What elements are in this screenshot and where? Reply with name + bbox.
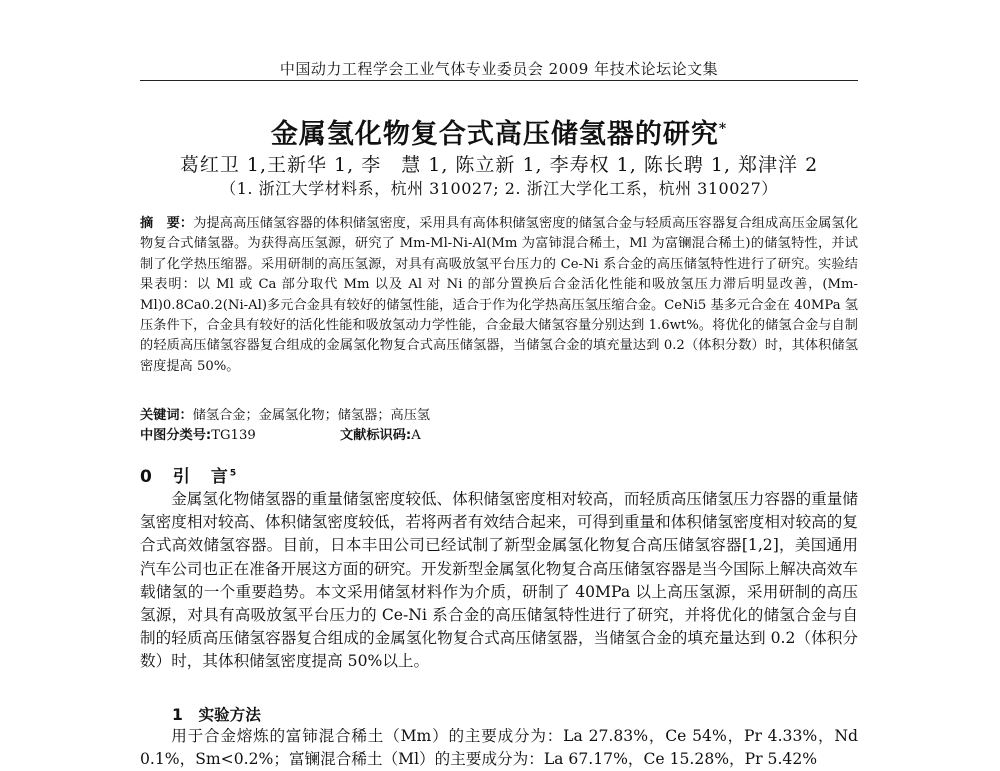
author-list: 葛红卫 1,王新华 1, 李 慧 1, 陈立新 1, 李寿权 1, 陈长聘 1, 郑津洋 2: [179, 154, 819, 176]
header-rule: [140, 80, 858, 81]
section-heading-methods: 1 实验方法: [172, 706, 261, 724]
introduction-paragraph: 金属氢化物储氢器的重量储氢密度较低、体积储氢密度相对较高，而轻质高压储氢压力容器的重量储氢密度相对较高、体积储氢密度较低，若将两者有效结合起来，可得到重量和体积储氢密度相对较高的复合式高效储氢容器。目前，日本丰田公司已经试制了新型金属氢化物复合高压储氢容器[1,2]，美国通用汽车公司也正在准备开展这方面的研究。开发新型金属氢化物复合高压储氢容器是当今国际上解决高效车载储氢的一个重要趋势。本文采用储氢材料作为介质，研制了 40MPa 以上高压氢源，采用研制的高压氢源，对具有高吸放氢平台压力的 Ce-Ni 系合金的高压储氢特性进行了研究，并将优化的储氢合金与自制的轻质高压储氢容器复合组成的金属氢化物复合式高压储氢器，当储氢合金的填充量达到 0.2（体积分数）时，其体积储氢密度提高 50%以上。: [140, 490, 858, 671]
document-code-label: 文献标识码:: [340, 428, 412, 443]
affiliations: （1. 浙江大学材料系，杭州 310027; 2. 浙江大学化工系，杭州 310027）: [220, 179, 778, 198]
paper-title: [140, 112, 858, 151]
keywords: [140, 404, 858, 423]
title-footnote-mark: *: [718, 121, 728, 137]
section-heading-introduction: [140, 462, 238, 487]
classification-line: [140, 424, 858, 443]
clc-value: TG139: [211, 428, 256, 443]
methods-body: [140, 725, 858, 771]
introduction-body: [140, 488, 858, 674]
section-0-title: 0 引 言: [140, 467, 230, 487]
abstract-label: 摘 要：: [140, 216, 194, 231]
abstract-text: 为提高高压储氢容器的体积储氢密度，采用具有高体积储氢密度的储氢合金与轻质高压容器复合组成高压金属氢化物复合式储氢器。为获得高压氢源，研究了 Mm-Ml-Ni-Al(Mm 为富铈混合稀土，Ml 为富镧混合稀土)的储氢特性，并试制了化学热压缩器。采用研制的高压氢源，对具有高吸放氢平台压力的 Ce-Ni 系合金的高压储氢特性进行了研究。实验结果表明：以 Ml 或 Ca 部分取代 Mm 以及 Al 对 Ni 的部分置换后合金活化性能和吸放氢压力滞后明显改善，(Mm-Ml)0.8Ca0.2(Ni-Al)多元合金具有较好的储氢性能，适合于作为化学热高压氢压缩合金。CeNi5 基多元合金在 40MPa 氢压条件下，合金具有较好的活化性能和吸放氢动力学性能，合金最大储氢容量分别达到 1.6wt%。将优化的储氢合金与自制的轻质高压储氢容器复合组成的金属氢化物复合式高压储氢器，当储氢合金的填充量达到 0.2（体积分数）时，其体积储氢密度提高 50%。: [140, 216, 859, 374]
section-0-mark: 5: [229, 468, 239, 479]
methods-paragraph: 用于合金熔炼的富铈混合稀土（Mm）的主要成分为：La 27.83%，Ce 54%，Pr 4.33%，Nd 0.1%，Sm<0.2%；富镧混合稀土（Ml）的主要成分为：La 67.17%，Ce 15.28%，Pr 5.42%: [140, 727, 858, 769]
running-header: 中国动力工程学会工业气体专业委员会 2009 年技术论坛论文集: [279, 60, 719, 78]
document-code-value: A: [411, 428, 421, 443]
keywords-label: 关键词：: [140, 408, 193, 423]
keywords-text: 储氢合金；金属氢化物；储氢器；高压氢: [192, 408, 431, 423]
document-code: [340, 424, 421, 443]
paper-title-text: 金属氢化物复合式高压储氢器的研究: [270, 119, 719, 150]
clc-label: 中图分类号:: [140, 428, 212, 443]
abstract: [140, 214, 858, 377]
